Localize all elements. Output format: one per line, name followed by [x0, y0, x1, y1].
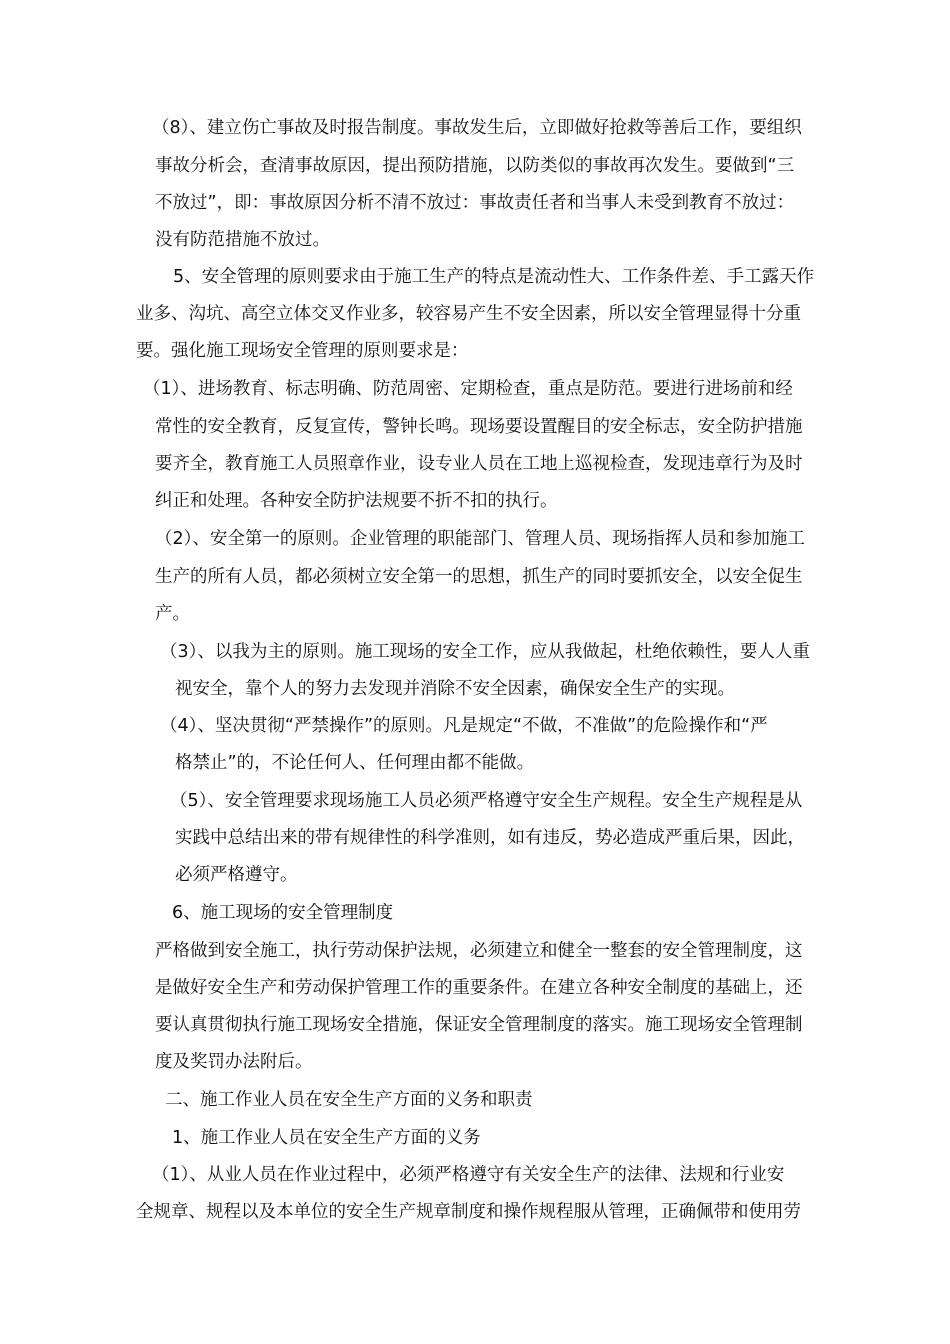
- text-line: （1）、进场教育、标志明确、防范周密、定期检查，重点是防范。要进行进场前和经: [143, 379, 793, 399]
- text-line: 实践中总结出来的带有规律性的科学准则，如有违反，势必造成严重后果，因此，: [175, 828, 805, 848]
- text-line: （5）、安全管理要求现场施工人员必须严格遵守安全生产规程。安全生产规程是从: [170, 791, 803, 811]
- text-line: （3）、以我为主的原则。施工现场的安全工作，应从我做起，杜绝依赖性，要人人重: [160, 642, 810, 662]
- text-line: 产。: [155, 604, 190, 624]
- text-line: 必须严格遵守。: [175, 865, 298, 885]
- text-line: 纠正和处理。各种安全防护法规要不折不扣的执行。: [155, 491, 558, 511]
- text-line: 6、施工现场的安全管理制度: [172, 903, 394, 923]
- subsection-heading: 1、施工作业人员在安全生产方面的义务: [172, 1128, 481, 1148]
- text-line: （8）、建立伤亡事故及时报告制度。事故发生后，立即做好抢救等善后工作，要组织: [152, 118, 802, 138]
- text-line: 严格做到安全施工，执行劳动保护法规，必须建立和健全一整套的安全管理制度，这: [155, 941, 803, 961]
- text-line: 常性的安全教育，反复宣传，警钟长鸣。现场要设置醒目的安全标志，安全防护措施: [155, 417, 803, 437]
- text-line: （4）、坚决贯彻“严禁操作”的原则。凡是规定“不做，不准做”的危险操作和“严: [160, 716, 768, 736]
- text-line: 全规章、规程以及本单位的安全生产规章制度和操作规程服从管理，正确佩带和使用劳: [136, 1202, 801, 1222]
- text-line: 不放过”，即：事故原因分析不清不放过：事故责任者和当事人未受到教育不放过：: [155, 193, 795, 213]
- text-line: 度及奖罚办法附后。: [155, 1052, 313, 1072]
- text-line: （1）、从业人员在作业过程中，必须严格遵守有关安全生产的法律、法规和行业安: [152, 1165, 785, 1185]
- text-line: （2）、安全第一的原则。企业管理的职能部门、管理人员、现场指挥人员和参加施工: [155, 529, 805, 549]
- text-line: 业多、沟坑、高空立体交叉作业多，较容易产生不安全因素，所以安全管理显得十分重: [136, 304, 801, 324]
- text-line: 是做好安全生产和劳动保护管理工作的重要条件。在建立各种安全制度的基础上，还: [155, 978, 803, 998]
- text-line: 5、安全管理的原则要求由于施工生产的特点是流动性大、工作条件差、手工露天作: [173, 267, 815, 287]
- text-line: 要认真贯彻执行施工现场安全措施，保证安全管理制度的落实。施工现场安全管理制: [155, 1015, 803, 1035]
- text-line: 格禁止”的，不论任何人、任何理由都不能做。: [175, 753, 535, 773]
- section-heading: 二、施工作业人员在安全生产方面的义务和职责: [165, 1090, 533, 1110]
- text-line: 生产的所有人员，都必须树立安全第一的思想，抓生产的同时要抓安全，以安全促生: [155, 567, 803, 587]
- text-line: 没有防范措施不放过。: [155, 230, 330, 250]
- text-line: 要齐全，教育施工人员照章作业，设专业人员在工地上巡视检查，发现违章行为及时: [155, 454, 803, 474]
- text-line: 事故分析会，查清事故原因，提出预防措施，以防类似的事故再次发生。要做到“三: [155, 156, 795, 176]
- text-line: 要。强化施工现场安全管理的原则要求是：: [136, 341, 469, 361]
- text-line: 视安全，靠个人的努力去发现并消除不安全因素，确保安全生产的实现。: [175, 679, 735, 699]
